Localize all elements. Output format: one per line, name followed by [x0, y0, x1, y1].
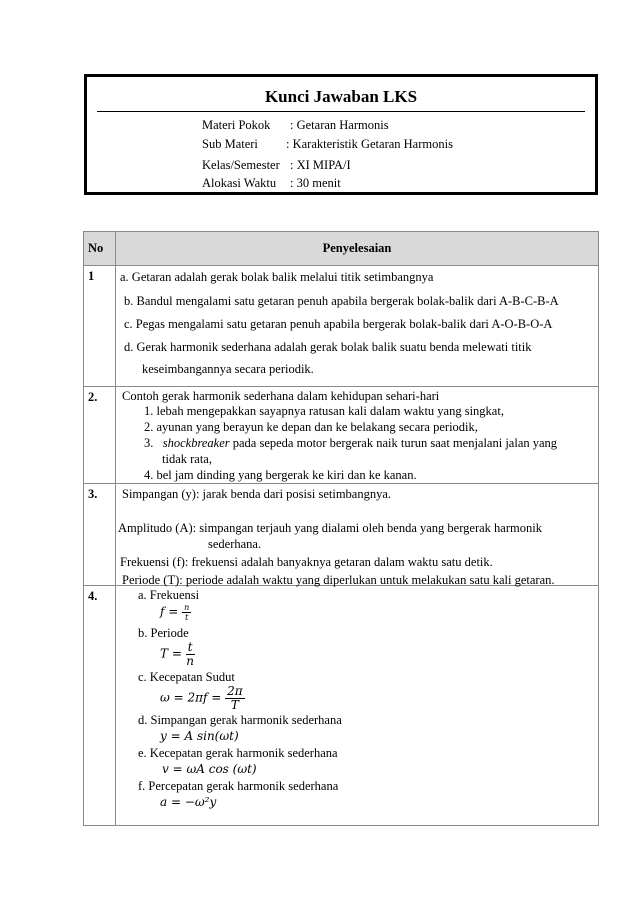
meta-label: Alokasi Waktu — [202, 176, 277, 190]
answer-line: a. Getaran adalah gerak bolak balik melalui titik setimbangnya — [120, 270, 434, 284]
row-number: 1 — [84, 266, 116, 387]
answer-table — [83, 231, 599, 826]
header-box — [84, 74, 598, 195]
formula-heading: a. Frekuensi — [138, 588, 200, 602]
definition-line: Simpangan (y): jarak benda dari posisi setimbangnya. — [122, 487, 392, 501]
meta-value: : XI MIPA/I — [290, 158, 351, 172]
meta-label: Materi Pokok — [202, 118, 271, 132]
formula: T = $\frac{t}{n}$ — [160, 640, 194, 668]
fraction: $\frac{n}{t}$ — [184, 603, 190, 622]
list-item: 1. lebah mengepakkan sayapnya ratusan kali dalam waktu yang singkat, — [144, 404, 504, 418]
solution-cell — [116, 484, 599, 586]
formula-heading: b. Periode — [138, 626, 189, 640]
list-item-continuation: tidak rata, — [162, 452, 212, 466]
table-row — [84, 586, 599, 826]
list-item — [144, 435, 626, 451]
fraction: $\frac{2\pi}{T}$ — [227, 684, 243, 712]
row-number: 3. — [84, 484, 116, 586]
emphasized-term: shockbreaker — [162, 436, 230, 450]
table-row — [84, 387, 599, 484]
formula-heading: c. Kecepatan Sudut — [138, 670, 235, 684]
list-text: pada sepeda motor bergerak naik turun saat menjalani jalan yang — [229, 436, 558, 450]
row-number: 4. — [84, 586, 116, 826]
formula: a = −ω²y — [160, 795, 217, 809]
formula-heading: f. Percepatan gerak harmonik sederhana — [138, 779, 339, 793]
answer-line: keseimbangannya secara periodik. — [142, 362, 314, 376]
answer-line: c. Pegas mengalami satu getaran penuh apabila bergerak bolak-balik dari A-O-B-O-A — [124, 317, 553, 331]
answer-line: d. Gerak harmonik sederhana adalah gerak bolak balik suatu benda melewati titik — [124, 340, 532, 354]
definition-line: Amplitudo (A): simpangan terjauh yang dialami oleh benda yang bergerak harmonik — [118, 521, 542, 535]
meta-label: Sub Materi — [202, 137, 258, 151]
definition-line: Periode (T): periode adalah waktu yang diperlukan untuk melakukan satu kali getaran. — [122, 573, 555, 587]
formula: f = $\frac{n}{t}$ — [160, 603, 190, 622]
answer-line: Contoh gerak harmonik sederhana dalam kehidupan sehari-hari — [122, 389, 440, 403]
list-item: 4. bel jam dinding yang bergerak ke kiri dan ke kanan. — [144, 468, 417, 482]
list-item: 2. ayunan yang berayun ke depan dan ke belakang secara periodik, — [144, 420, 478, 434]
formula-heading: d. Simpangan gerak harmonik sederhana — [138, 713, 342, 727]
meta-value: : 30 menit — [290, 176, 341, 190]
meta-label: Kelas/Semester — [202, 158, 280, 172]
list-number: 3. — [144, 436, 154, 450]
column-header-solution: Penyelesaian — [116, 232, 599, 266]
formula: v = ωA cos (ωt) — [162, 762, 257, 776]
definition-line: sederhana. — [208, 537, 262, 551]
column-header-no: No — [84, 232, 116, 266]
table-row — [84, 484, 599, 586]
definition-line: Frekuensi (f): frekuensi adalah banyaknya getaran dalam waktu satu detik. — [120, 555, 493, 569]
formula: y = A sin(ωt) — [160, 729, 239, 743]
answer-line: b. Bandul mengalami satu getaran penuh apabila bergerak bolak-balik dari A-B-C-B-A — [124, 294, 559, 308]
solution-cell — [116, 266, 599, 387]
solution-cell — [116, 387, 599, 484]
title-divider — [97, 111, 585, 112]
solution-cell — [116, 586, 599, 826]
meta-value: : Getaran Harmonis — [290, 118, 389, 132]
row-number: 2. — [84, 387, 116, 484]
table-row — [84, 266, 599, 387]
fraction: $\frac{t}{n}$ — [186, 640, 194, 668]
formula: ω = 2πf = $\frac{2\pi}{T}$ — [160, 684, 243, 712]
formula-heading: e. Kecepatan gerak harmonik sederhana — [138, 746, 338, 760]
document-title: Kunci Jawaban LKS — [264, 87, 418, 106]
table-header-row — [84, 232, 599, 266]
meta-value: : Karakteristik Getaran Harmonis — [286, 137, 453, 151]
